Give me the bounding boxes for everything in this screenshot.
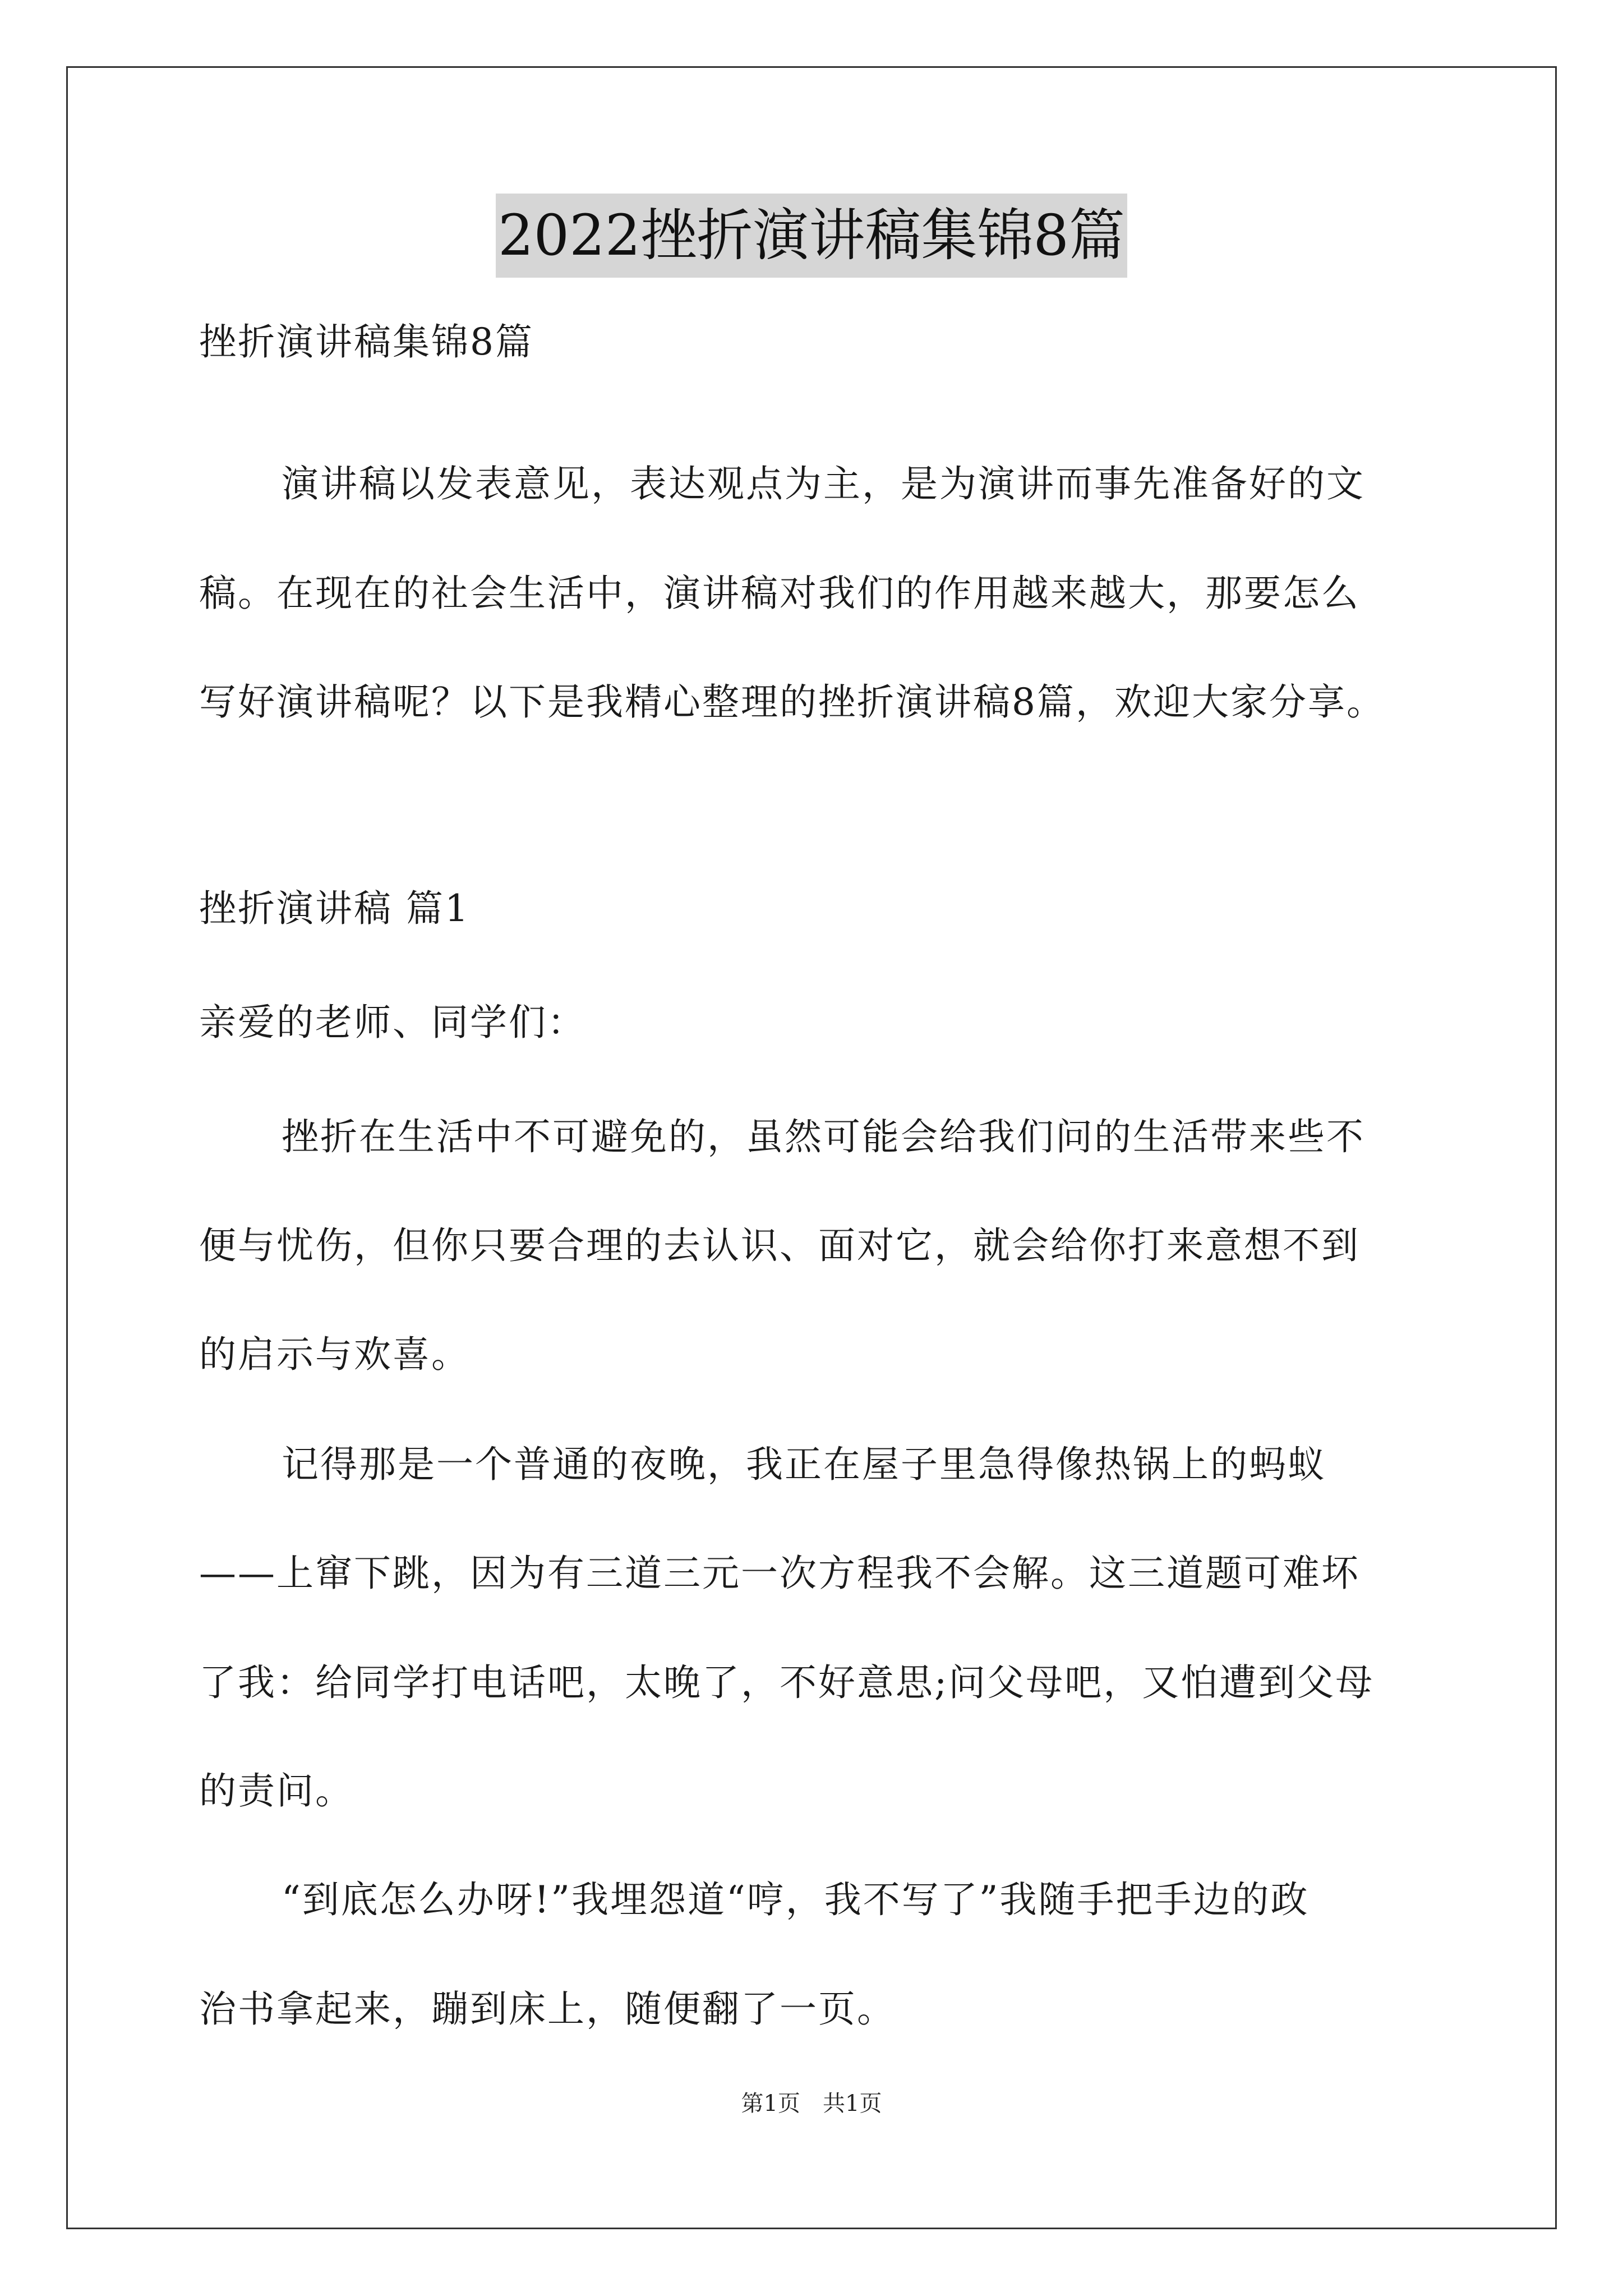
- salutation-line: 亲爱的老师、同学们：: [199, 1001, 586, 1044]
- paragraph-line: 治书拿起来，蹦到床上，随便翻了一页。: [199, 1987, 896, 2031]
- section-heading: 挫折演讲稿 篇1: [199, 887, 470, 930]
- paragraph-line: 稿。在现在的社会生活中，演讲稿对我们的作用越来越大，那要怎么: [199, 572, 1360, 615]
- paragraph-line: 的责问。: [199, 1769, 354, 1812]
- paragraph-line: 演讲稿以发表意见，表达观点为主，是为演讲而事先准备好的文: [282, 462, 1365, 505]
- paragraph-line: “到底怎么办呀!”我埋怨道“哼，我不写了”我随手把手边的政: [282, 1878, 1310, 1921]
- title-container: [0, 194, 1623, 278]
- paragraph-line: 挫折在生活中不可避免的，虽然可能会给我们问的生活带来些不: [282, 1115, 1365, 1158]
- paragraph-line: ——上窜下跳，因为有三道三元一次方程我不会解。这三道题可难坏: [199, 1552, 1360, 1595]
- paragraph-line: 了我：给同学打电话吧，太晚了，不好意思;问父母吧，又怕遭到父母: [199, 1661, 1375, 1704]
- paragraph-line: 记得那是一个普通的夜晚，我正在屋子里急得像热锅上的蚂蚁: [282, 1443, 1326, 1486]
- page-footer: 第1页 共1页: [741, 2091, 882, 2116]
- document-title: 2022挫折演讲稿集锦8篇: [496, 194, 1127, 278]
- subtitle-line: 挫折演讲稿集锦8篇: [199, 320, 534, 364]
- paragraph-line: 便与忧伤，但你只要合理的去认识、面对它，就会给你打来意想不到: [199, 1224, 1360, 1267]
- paragraph-line: 写好演讲稿呢？以下是我精心整理的挫折演讲稿8篇，欢迎大家分享。: [199, 680, 1385, 724]
- paragraph-line: 的启示与欢喜。: [199, 1333, 470, 1376]
